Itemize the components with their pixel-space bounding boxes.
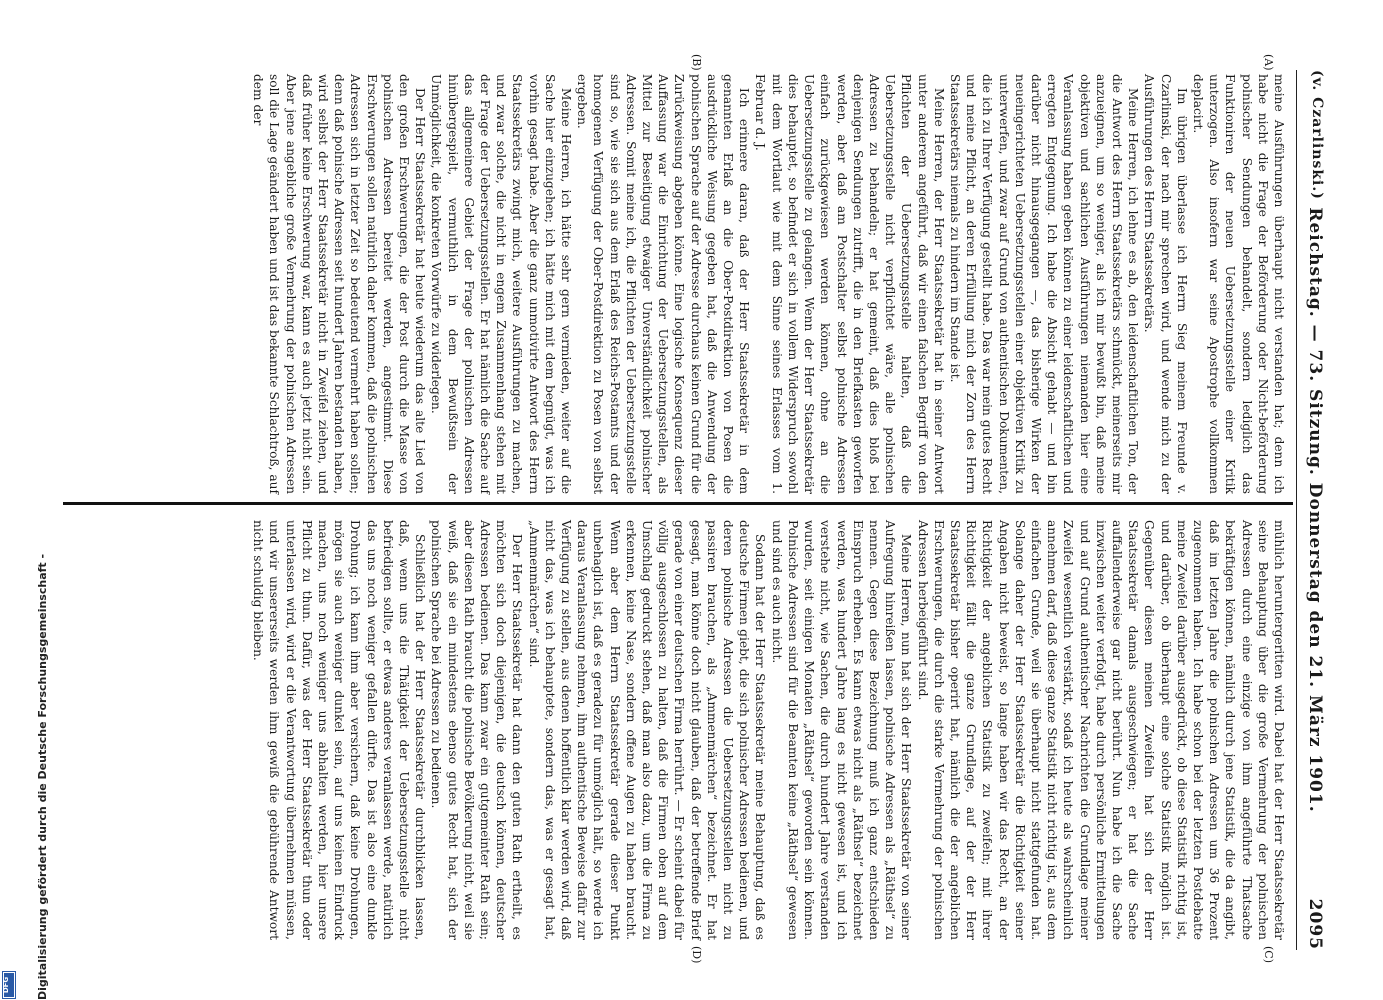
margin-mark-a: (A) [1262, 54, 1275, 71]
paragraph: Der Herr Staatssekretär hat heute wiederum das alte Lied von den großen Erschwerungen, die der Post durch die Masse von polnischen Adressen bereitet werden, angestimmt. Diese Erschwerungen sollen natürlich daher kommen, daß die polnischen Adressen sich in letzter Zeit so bedeutend vermehrt haben sollen; denn daß polnische Adressen seit hundert Jahren bestanden haben, wird selbst der Herr Staatssekretär nicht in Zweifel ziehen, und daß früher keine Erschwerung war, kann es auch jetzt nicht sein. Aber jene angebliche große Vermehrung der polnischen Adressen soll die Lage geändert haben und ist das bekannte Schlachtroß, auf dem der [251, 74, 428, 494]
margin-mark-c: (C) [1262, 946, 1275, 963]
page-title: Reichstag. — 73. Sitzung. Donnerstag den 21. März 1901. [1305, 207, 1325, 813]
speaker-label: (v. Czarlinski.) [1309, 70, 1325, 200]
dfg-logo [3, 972, 15, 998]
right-column [250, 520, 1287, 940]
paragraph: Sodann hat der Herr Staatssekretär meine Behauptung, daß es deutsche Firmen giebt, die sich polnischer Adressen bedienen, und deren polnische Adressen die Uebersetzungsstellen nicht zu passiren brauchen, als „Ammenmärchen“ bezeichnet. Er hat gesagt, man könne doch nicht glauben, daß der betreffende Brief gerade von einer deutschen Firma herrührt. — Er scheint dabei für völlig ausgeschlossen zu halten, daß die Firmen oben auf dem Umschlag gedruckt stehen, daß man also dazu, um die Firma zu erkennen, keine Nase, sondern offene Augen zu haben braucht. Wenn aber dem Herrn Staatssekretär gerade dieser Punkt unbehaglich ist, daß es geradezu für unmöglich hält, so werde ich daraus Veranlassung nehmen, ihm authentische Beweise dafür zur Verfügung zu stellen, aus denen hoffentlich klar werden wird, daß nicht das, was ich behauptete, sondern das, was er gesagt hat, „Ammenmärchen“ sind. [526, 520, 768, 940]
margin-mark-b: (B) [690, 54, 703, 71]
paragraph: Der Herr Staatssekretär hat dann den guten Rath ertheilt, es möchten sich doch diejenigen, die deutsch können, deutscher Adressen bedienen. Das kann zwar ein gutgemeinter Rath sein; aber diesen Rath braucht die polnische Bevölkerung nicht, weil sie weiß, daß sie ein mindestens ebenso gutes Recht hat, sich der polnischen Sprache bei Adressen zu bedienen. [429, 520, 525, 940]
column-divider [63, 502, 1293, 505]
left-column [250, 74, 1287, 494]
paragraph: Im übrigen überlasse ich Herrn Sieg meinem Freunde v. Czarlinski, der nach mir sprechen wird, und wende mich zu der Ausführungen des Herrn Staatssekretärs. [1142, 74, 1189, 494]
header-rule [1296, 70, 1297, 950]
paragraph: mühlich heruntergeritten wird. Dabei hat der Herr Staatssekretär seine Behauptung über die große Vermehrung der polnischen Adressen durch eine einzige von ihm angeführte Thatsache bekräftigen können, nämlich durch jene Statistik, die da angibt, daß im letzten Jahre die polnischen Adressen um 36 Prozent zugenommen haben. Ich habe schon bei der letzten Postdebatte meine Zweifel darüber ausgedrückt, ob diese Statistik richtig ist, und darüber, ob überhaupt eine solche Statistik möglich ist. Gegenüber diesen meinen Zweifeln hat sich der Herr Staatssekretär damals ausgeschwiegen; er hat die Sache auffallenderweise gar nicht berührt. Nun habe ich die Sache inzwischen weiter verfolgt, habe durch persönliche Ermittelungen und auf Grund authentischer Nachrichten die Grundlage meiner Zweifel wesentlich verstärkt, sodaß ich heute als wahrscheinlich annehmen darf, daß diese ganze Statistik nicht richtig ist, aus dem einfachen Grunde, weil sie überhaupt nicht stattgefunden hat. Solange daher der Herr Staatssekretär die Richtigkeit seiner Angaben nicht beweist, so lange haben wir das Recht, an der Richtigkeit der angeblichen Statistik zu zweifeln; mit ihrer Richtigkeit fällt die ganze Grundlage, auf der der Herr Staatssekretär bisher operirt hat, nämlich die der angeblichen Erschwerungen, die durch die starke Vermehrung der polnischen Adressen herbeigeführt sind. [915, 520, 1286, 940]
paragraph: Meine Herren, nun hat sich der Herr Staatssekretär von seiner Aufregung hinreißen lassen, polnische Adressen als „Räthsel“ zu nennen. Gegen diese Bezeichnung muß ich ganz entschieden Einspruch erheben. Es kann etwas nicht als „Räthsel“ bezeichnet werden, was hundert Jahre lang es nicht gewesen ist, und ich verstehe nicht, wie Sachen, die durch hundert Jahre verstanden wurden, seit einigen Monaten „Räthsel“ geworden sein können. Polnische Adressen sind für die Beamten keine „Räthsel“ gewesen und sind es auch nicht. [769, 520, 914, 940]
dfg-logo-text: DFG [2, 976, 11, 994]
paragraph: meine Ausführungen überhaupt nicht verstanden hat; denn ich habe nicht die Frage der Beförderung oder Nicht-beförderung polnischer Sendungen behandelt, sondern lediglich das Funktioniren der neuen Uebersetzungsstelle einer Kritik unterzogen. Also insofern war seine Apostrophe vollkommen deplacirt. [1190, 74, 1286, 494]
margin-mark-d: (D) [690, 946, 703, 964]
digitization-note-text: Digitalisierung gefördert durch die Deutsche Forschungsgemeinschaft - [36, 553, 49, 1000]
paragraph: Meine Herren, ich hätte sehr gern vermieden, weiter auf die Sache hier einzugehen; ich hätte mich mit dem begnügt, was ich vorhin gesagt habe. Aber die ganz unmotivirte Antwort des Herrn Staatssekretärs zwingt mich, weitere Ausführungen zu machen, und zwar solche, die nicht in engem Zusammenhang stehen mit der Frage der Uebersetzungsstellen. Er hat nämlich die Sache auf das allgemeinere Gebiet der Frage der polnischen Adressen hinübergespielt, vermuthlich in dem Bewußtsein der Unmöglichkeit, die konkreten Vorwürfe zu widerlegen. [429, 74, 574, 494]
paragraph: Ich erinnere daran, daß der Herr Staatssekretär in dem genannten Erlaß an die Ober-Postdirektion von Posen die ausdrückliche Weisung gegeben hat, daß die Anwendung der polnischen Sprache auf der Adresse durchaus keinen Grund für die Zurückweisung abgeben könne. Eine logische Konsequenz dieser Auffassung war die Einrichtung der Uebersetzungsstellen, als Mittel zur Beseitigung etwaiger Unverständlichkeit polnischer Adressen. Somit meine ich, die Pflichten der Uebersetzungsstelle sind so, wie sie sich aus dem Erlaß des Reichs-Postamts und der homogenen Verfügung der Ober-Postdirektion zu Posen von selbst ergeben. [575, 74, 752, 494]
paragraph: Meine Herren, ich lehne es ab, den leidenschaftlichen Ton, der die Antwort des Herrn Staatssekretärs schmückt, meinerseits mir anzueignen, um so weniger, als ich mir bewußt bin, daß meine objektiven und sachlichen Ausführungen niemanden hier eine Veranlassung haben geben können zu einer leidenschaftlichen und erregten Entgegnung. Ich habe die Absicht gehabt — und bin darüber nicht hinausgegangen —, das bisherige Wirken der neueingerichteten Uebersetzungsstellen einer objektiven Kritik zu unterwerfen, und zwar auf Grund von authentischen Dokumenten, die ich zu Ihrer Verfügung gestellt habe. Das war mein gutes Recht und meine Pflicht, an deren Erfüllung mich der Zorn des Herrn Staatssekretärs niemals zu hindern im Stande ist. [947, 74, 1141, 494]
page-number: 2095 [1305, 898, 1325, 950]
paragraph: Meine Herren, der Herr Staatssekretär hat in seiner Antwort unter anderem angeführt, daß wir einen falschen Begriff von den Pflichten der Uebersetzungsstelle halten, daß die Uebersetzungsstelle nicht verpflichtet wäre, alle polnischen Adressen zu behandeln; er hat gemeint, daß dies bloß bei denjenigen Sendungen zutrifft, die in den Briefkasten geworfen werden, aber daß am Postschalter selbst polnische Adressen einfach zurückgewiesen werden können, ohne an die Uebersetzungsstelle zu gelangen. Wenn der Herr Staatssekretär dies behauptet, so befindet er sich in vollem Widerspruch sowohl mit dem Wortlaut wie mit dem Sinne seines Erlasses vom 1. Februar d. J. [753, 74, 946, 494]
paragraph: Schließlich hat der Herr Staatssekretär durchblicken lassen, daß, wenn uns die Thätigkeit der Uebersetzungsstelle nicht befriedigen sollte, er etwas anderes veranlassen werde, natürlich das uns noch weniger gefallen dürfte. Das ist also eine dunkle Drohung; ich kann ihm aber versichern, daß keine Drohungen, mögen sie auch weniger dunkel sein, auf uns keinen Eindruck machen, uns noch weniger uns abhalten werden, hier unsere Pflicht zu thun. Dafür, was der Herr Staatssekretär thun oder unterlassen wird, wird er die Verantwortung übernehmen müssen, und wir unsererseits werden ihm gewiß die gebührende Antwort nicht schuldig bleiben. [251, 520, 428, 940]
digitization-note [36, 553, 52, 1000]
page-header [1299, 70, 1325, 950]
